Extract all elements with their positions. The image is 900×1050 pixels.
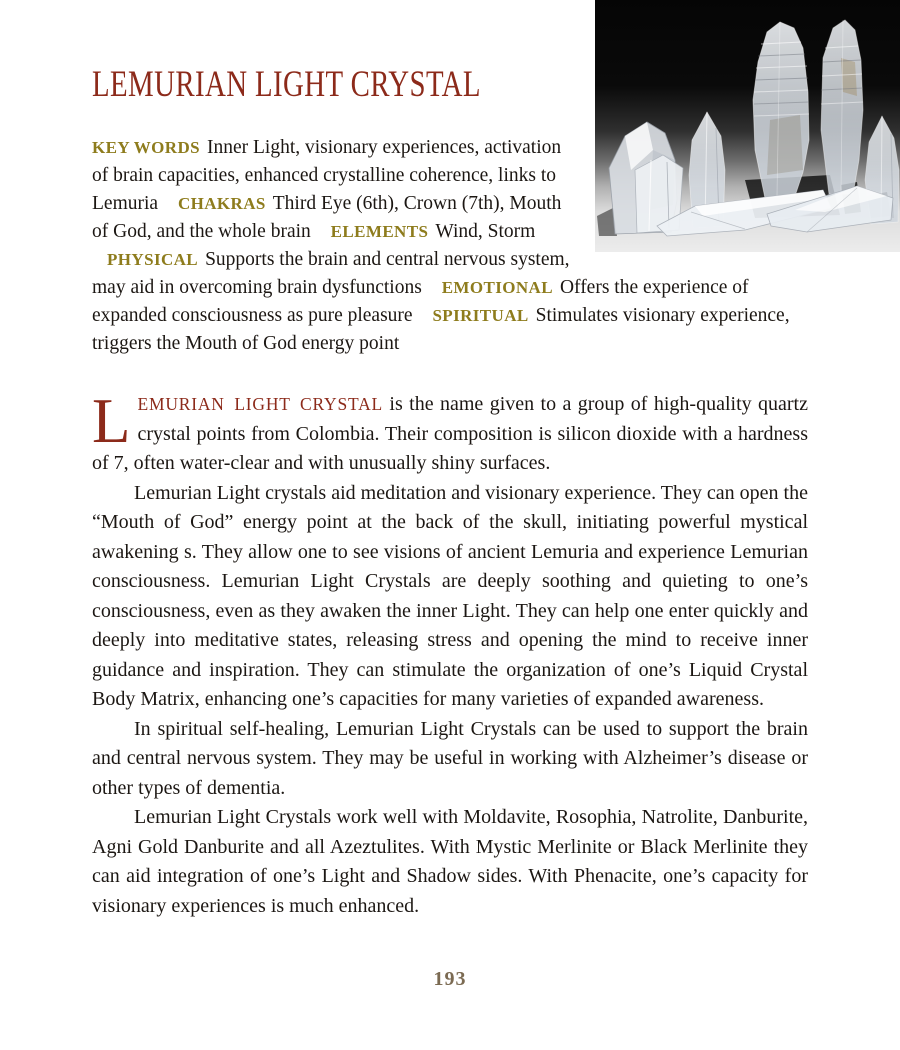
attribute-text: Wind, Storm: [435, 221, 536, 242]
photo-wrap-spacer: [577, 0, 808, 274]
drop-cap: L: [92, 386, 131, 456]
attribute-text: Inner Light, visionary experiences, activation of brain capacities, enhanced crystalline coherence, links to Lemuria: [92, 137, 562, 214]
lead-paragraph: [92, 386, 808, 479]
attribute-label: SPIRITUAL: [432, 306, 529, 325]
page-title: LEMURIAN LIGHT CRYSTAL: [92, 64, 481, 105]
attribute-label: EMOTIONAL: [441, 278, 553, 297]
attribute-text: Supports the brain and central nervous system, may aid in overcoming brain dysfunctions: [92, 249, 570, 298]
lead-text: is the name given to a group of high-quality quartz crystal points from Colombia. Their composition is silicon dioxide with a hardness of 7, often water-clear and with unusually shiny surfaces.: [92, 393, 808, 474]
attribute-label: PHYSICAL: [107, 250, 199, 269]
body-paragraph: Lemurian Light Crystals work well with Moldavite, Rosophia, Natrolite, Danburite, Agni Gold Danburite and all Azeztulites. With Mystic Merlinite or Black Merlinite they can aid integration of one’s Light and Shadow sides. With Phenacite, one’s capacity for visionary experiences is much enhanced.: [92, 806, 808, 917]
body-paragraphs: [92, 479, 808, 922]
article-body: [92, 386, 808, 921]
body-paragraph: Lemurian Light crystals aid meditation and visionary experience. They can open the “Mouth of God” energy point at the back of the skull, initiating powerful mystical awakening s. They allow one to see visions of ancient Lemuria and experience Lemurian consciousness. Lemurian Light Crystals are deeply soothing and quieting to one’s consciousness, even as they awaken the inner Light. They can help one enter quickly and deeply into meditative states, releasing stress and opening the mind to receive inner guidance and inspiration. They can stimulate the organization of one’s Liquid Crystal Body Matrix, enhancing one’s capacities for many varieties of expanded awareness.: [92, 481, 808, 710]
body-paragraph: In spiritual self-healing, Lemurian Light Crystals can be used to support the brain and central nervous system. They may be useful in working with Alzheimer’s disease or other types of dementia.: [92, 717, 808, 799]
page-number: 193: [433, 968, 467, 990]
lead-smallcaps: EMURIAN LIGHT CRYSTAL: [137, 394, 384, 414]
attribute-label: ELEMENTS: [330, 222, 429, 241]
attribute-label: CHAKRAS: [177, 194, 266, 213]
text-column: [92, 0, 808, 921]
attribute-text: Third Eye (6th), Crown (7th), Mouth of God, and the whole brain: [92, 193, 562, 242]
attribute-label: KEY WORDS: [92, 138, 200, 157]
attribute-text: Offers the experience of expanded consciousness as pure pleasure: [92, 277, 749, 326]
attribute-text: Stimulates visionary experience, triggers the Mouth of God energy point: [92, 305, 790, 354]
